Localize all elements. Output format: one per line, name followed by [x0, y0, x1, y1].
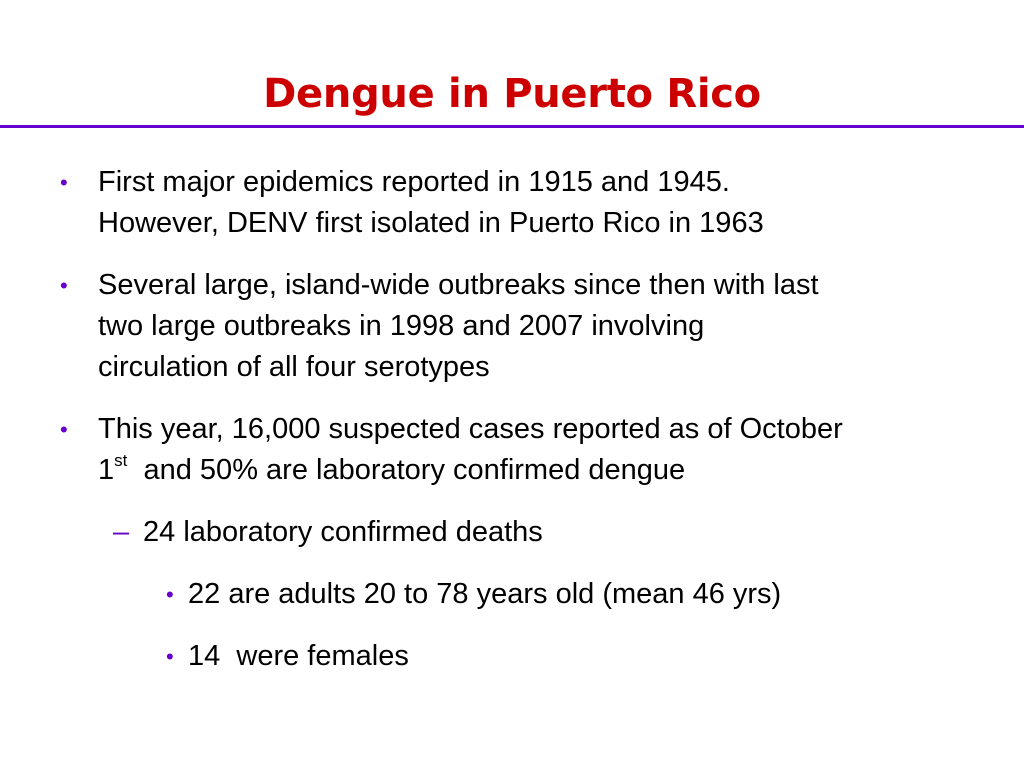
bullet-dot-icon: •	[166, 582, 174, 607]
bullet-dot-icon: •	[60, 170, 68, 195]
ordinal-suffix: st	[114, 451, 128, 471]
bullet-dot-icon: •	[166, 644, 174, 669]
slide-title: Dengue in Puerto Rico	[263, 71, 761, 117]
bullet-line: First major epidemics reported in 1915 and 1945.	[98, 166, 730, 198]
dash-icon: –	[113, 516, 130, 548]
sub-sub-bullet-text: 14 were females	[188, 640, 409, 672]
bullet-line: Several large, island-wide outbreaks since then with last	[98, 269, 819, 301]
bullet-dot-icon: •	[60, 417, 68, 442]
sub-sub-bullet-item	[0, 636, 1024, 677]
sub-sub-bullet-item	[0, 574, 1024, 615]
bullet-line: This year, 16,000 suspected cases reported as of October	[98, 413, 843, 445]
title-divider	[0, 125, 1024, 128]
bullet-line: However, DENV first isolated in Puerto Rico in 1963	[98, 207, 764, 239]
bullet-line-number: 1	[98, 454, 115, 486]
bullet-line: two large outbreaks in 1998 and 2007 involving	[98, 310, 705, 342]
bullet-item	[0, 265, 1024, 388]
bullet-item	[0, 162, 1024, 244]
bullet-line: circulation of all four serotypes	[98, 351, 490, 383]
bullet-line: and 50% are laboratory confirmed dengue	[127, 454, 686, 486]
sub-sub-bullet-text: 22 are adults 20 to 78 years old (mean 46 yrs)	[188, 578, 782, 610]
bullet-dot-icon: •	[60, 273, 68, 298]
bullet-item	[0, 409, 1024, 491]
sub-bullet-text: 24 laboratory confirmed deaths	[143, 516, 543, 548]
sub-bullet-item	[0, 512, 1024, 553]
bullet-list	[0, 162, 1024, 698]
